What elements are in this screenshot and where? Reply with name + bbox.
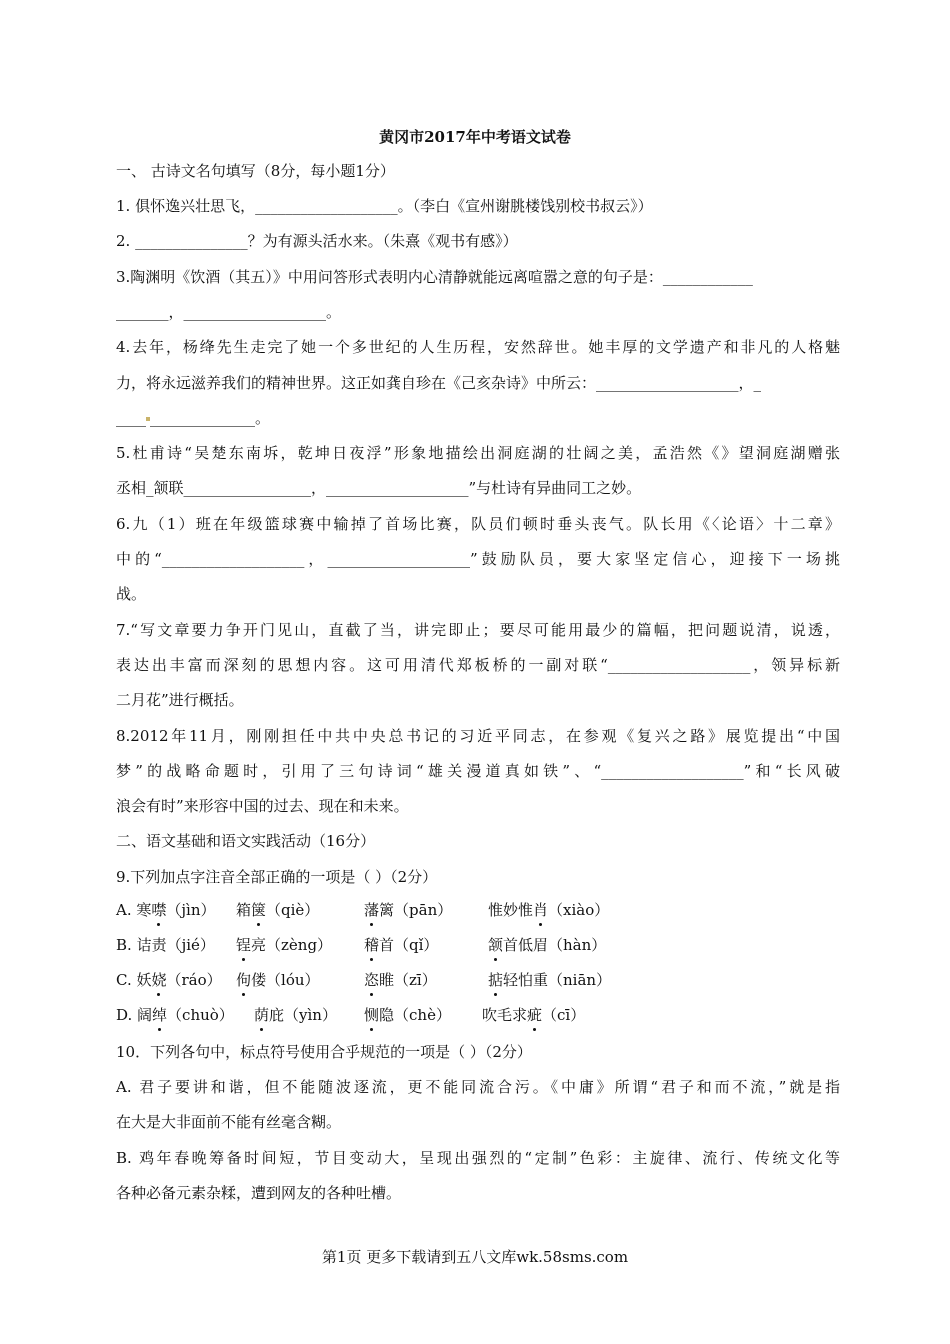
question-1: 1. 俱怀逸兴壮思飞，___________________。（李白《宣州谢朓楼饯别校书叔云》） (116, 197, 653, 215)
page-footer: 第1页 更多下载请到五八文库wk.58sms.com (321, 1248, 629, 1266)
question-2: 2. _______________？为有源头活水来。（朱熹《观书有感》） (116, 232, 518, 250)
dotted-char: 恣 (364, 971, 380, 989)
question-7-line-1: 7.“写文章要力争开门见山，直截了当，讲完即止；要尽可能用最少的篇幅，把问题说清，说透， (116, 621, 840, 639)
question-8-line-2: 梦”的战略命题时，引用了三句诗词“雄关漫道真如铁”、“___________________”和“长风破 (116, 762, 840, 780)
dotted-char: 掂 (488, 971, 504, 989)
dotted-char: 噤 (151, 901, 167, 919)
question-6-line-3: 战。 (116, 585, 147, 603)
dotted-char: 荫 (254, 1006, 270, 1024)
dotted-char: 恻 (364, 1006, 380, 1024)
q9-option-c: C. 妖娆（ráo） 佝偻（lóu） 恣睢（zī） 掂轻怕重（niān） (116, 971, 612, 989)
q4-blank-b: ______________。 (150, 409, 271, 427)
q9-option-a: A. 寒噤（jìn） 箱箧（qiè） 藩篱（pān） 惟妙惟肖（xiào） (116, 901, 610, 919)
dotted-char: 颔 (488, 936, 504, 954)
question-6-line-2: 中的“___________________，___________________”鼓励队员，要大家坚定信心，迎接下一场挑 (116, 550, 840, 568)
dotted-char: 稽 (364, 936, 380, 954)
dotted-char: 疵 (527, 1006, 543, 1024)
q10-option-a-line-2: 在大是大非面前不能有丝毫含糊。 (116, 1113, 342, 1131)
question-8-line-1: 8.2012年11月，刚刚担任中共中央总书记的习近平同志，在参观《复兴之路》展览提出“中国 (116, 727, 840, 745)
dotted-char: 绰 (152, 1006, 168, 1024)
question-7-line-2: 表达出丰富而深刻的思想内容。这可用清代郑板桥的一副对联“___________________，领异标新 (116, 656, 840, 674)
section-2-heading: 二、语文基础和语文实践活动（16分） (116, 832, 376, 850)
q10-option-b-line-2: 各种必备元素杂糅，遭到网友的各种吐槽。 (116, 1184, 402, 1202)
question-3-line-1: 3.陶渊明《饮酒（其五）》中用问答形式表明内心清静就能远离喧嚣之意的句子是：____________ (116, 268, 753, 286)
page-title: 黄冈市2017年中考语文试卷 (379, 128, 571, 146)
q4-blank-a: ____ (116, 409, 146, 427)
question-3-line-2: _______，___________________。 (116, 303, 342, 321)
dotted-char: 锃 (236, 936, 252, 954)
dotted-char: 藩 (364, 901, 380, 919)
question-5-line-2: 丞相_颔联_________________，___________________”与杜诗有异曲同工之妙。 (116, 479, 642, 497)
question-9: 9.下列加点字注音全部正确的一项是（ ）（2分） (116, 868, 438, 886)
dotted-char: 佝 (236, 971, 252, 989)
question-5-line-1: 5.杜甫诗“吴楚东南坼，乾坤日夜浮”形象地描绘出洞庭湖的壮阔之美，孟浩然《》望洞庭湖赠张 (116, 444, 840, 462)
dotted-char: 娆 (151, 971, 167, 989)
question-6-line-1: 6.九（1）班在年级篮球赛中输掉了首场比赛，队员们顿时垂头丧气。队长用《〈论语〉十二章》 (116, 515, 840, 533)
question-4-line-2: 力，将永远滋养我们的精神世界。这正如龚自珍在《己亥杂诗》中所云：___________________，_ (116, 374, 762, 392)
dotted-char: 箧 (251, 901, 267, 919)
question-4-line-1: 4.去年，杨绛先生走完了她一个多世纪的人生历程，安然辞世。她丰厚的文学遗产和非凡的人格魅 (116, 338, 840, 356)
q9-option-b: B. 诘责（jié） 锃亮（zèng） 稽首（qǐ） 颔首低眉（hàn） (116, 936, 607, 954)
dotted-char: 肖 (533, 901, 549, 919)
q9-option-d: D. 阔绰（chuò） 荫庇（yìn） 恻隐（chè） 吹毛求疵（cī） (116, 1006, 586, 1024)
question-8-line-3: 浪会有时”来形容中国的过去、现在和未来。 (116, 797, 409, 815)
question-10: 10．下列各句中，标点符号使用合乎规范的一项是（ ）（2分） (116, 1043, 532, 1061)
section-1-heading: 一、 古诗文名句填写（8分，每小题1分） (116, 162, 395, 180)
q10-option-b-line-1: B. 鸡年春晚筹备时间短，节目变动大，呈现出强烈的“定制”色彩：主旋律、流行、传统文化等 (116, 1149, 840, 1167)
question-4-line-3 (116, 408, 840, 428)
q10-option-a-line-1: A. 君子要讲和谐，但不能随波逐流，更不能同流合污。《中庸》所谓“君子和而不流，”就是指 (116, 1078, 840, 1096)
question-7-line-3: 二月花”进行概括。 (116, 691, 244, 709)
